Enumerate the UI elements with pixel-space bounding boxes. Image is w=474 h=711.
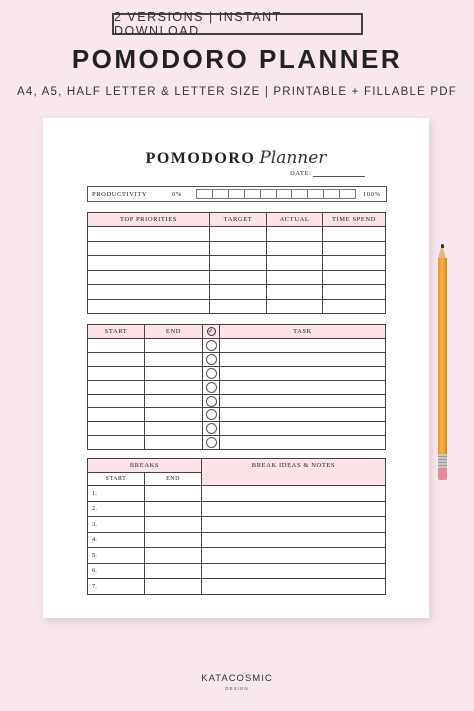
- productivity-cell: [260, 189, 276, 199]
- page-subtitle: A4, A5, HALF LETTER & LETTER SIZE | PRINTABLE + FILLABLE PDF: [16, 86, 458, 98]
- break-row-number: 5.: [88, 548, 145, 564]
- table-row: [88, 380, 386, 394]
- productivity-bar: [87, 186, 387, 202]
- break-row-number: 1.: [88, 486, 145, 502]
- table-row: [88, 532, 386, 548]
- table-row: [88, 436, 386, 450]
- checkbox-circle-icon[interactable]: [206, 354, 217, 365]
- date-label: DATE:: [290, 170, 312, 177]
- table-row: [88, 256, 386, 271]
- table-row: [88, 270, 386, 285]
- pencil-lead: [441, 244, 444, 248]
- check-header: [203, 325, 220, 339]
- productivity-cell: [307, 189, 323, 199]
- break-row-number: 6.: [88, 563, 145, 579]
- table-row: [88, 352, 386, 366]
- sheet-title-serif: POMODORO: [145, 150, 256, 167]
- productivity-max: 100%: [363, 190, 381, 198]
- date-field: [290, 170, 365, 177]
- table-row: [88, 486, 386, 502]
- checkbox-circle-icon[interactable]: [206, 396, 217, 407]
- checkbox-circle-icon[interactable]: [206, 382, 217, 393]
- productivity-cells: [196, 189, 356, 199]
- checkbox-circle-icon[interactable]: [206, 409, 217, 420]
- break-row-number: 3.: [88, 517, 145, 533]
- productivity-label: PRODUCTIVITY: [92, 190, 148, 198]
- priorities-header: TOP PRIORITIES: [88, 213, 210, 227]
- table-row: [88, 548, 386, 564]
- productivity-min: 0%: [172, 190, 182, 198]
- table-row: [88, 408, 386, 422]
- productivity-cell: [196, 189, 212, 199]
- productivity-cell: [276, 189, 292, 199]
- date-line: [313, 170, 365, 177]
- table-row: [88, 241, 386, 256]
- productivity-cell: [291, 189, 307, 199]
- brand-sub: DESIGN: [225, 686, 249, 691]
- break-end-header: END: [145, 473, 202, 486]
- pencil-ferrule: [438, 454, 447, 468]
- checkmark-circle-icon: ✓: [207, 327, 215, 335]
- task-header: TASK: [220, 325, 386, 339]
- productivity-cell: [228, 189, 244, 199]
- pencil-eraser: [438, 468, 447, 480]
- productivity-cell: [212, 189, 228, 199]
- target-header: TARGET: [210, 213, 267, 227]
- table-row: [88, 227, 386, 242]
- table-row: [88, 579, 386, 595]
- break-start-header: START: [88, 473, 145, 486]
- productivity-cell: [339, 189, 356, 199]
- versions-badge: 2 VERSIONS | INSTANT DOWNLOAD: [112, 13, 363, 35]
- table-row: [88, 366, 386, 380]
- table-row: [88, 339, 386, 353]
- table-row: [88, 517, 386, 533]
- table-row: [88, 422, 386, 436]
- break-row-number: 4.: [88, 532, 145, 548]
- checkbox-circle-icon[interactable]: [206, 437, 217, 448]
- sheet-title: [43, 148, 429, 168]
- breaks-header: BREAKS: [88, 459, 202, 473]
- checkbox-circle-icon[interactable]: [206, 423, 217, 434]
- sheet-title-script: Planner: [259, 148, 327, 168]
- actual-header: ACTUAL: [267, 213, 323, 227]
- table-row: [88, 299, 386, 314]
- time-spend-header: TIME SPEND: [323, 213, 386, 227]
- tasks-table: [87, 324, 386, 450]
- checkbox-circle-icon[interactable]: [206, 340, 217, 351]
- table-row: [88, 285, 386, 300]
- priorities-table: [87, 212, 386, 314]
- breaks-table: [87, 458, 386, 595]
- break-notes-header: BREAK IDEAS & NOTES: [202, 459, 386, 486]
- productivity-cell: [244, 189, 260, 199]
- table-row: [88, 501, 386, 517]
- break-row-number: 7.: [88, 579, 145, 595]
- end-header: END: [145, 325, 203, 339]
- table-row: [88, 394, 386, 408]
- planner-sheet: [43, 118, 429, 618]
- checkbox-circle-icon[interactable]: [206, 368, 217, 379]
- brand-name: KATACOSMIC: [201, 673, 273, 684]
- productivity-cell: [323, 189, 339, 199]
- pencil-icon: [438, 244, 447, 480]
- page-title: POMODORO PLANNER: [71, 44, 403, 74]
- table-row: [88, 563, 386, 579]
- break-row-number: 2.: [88, 501, 145, 517]
- start-header: START: [88, 325, 145, 339]
- pencil-body: [438, 258, 447, 454]
